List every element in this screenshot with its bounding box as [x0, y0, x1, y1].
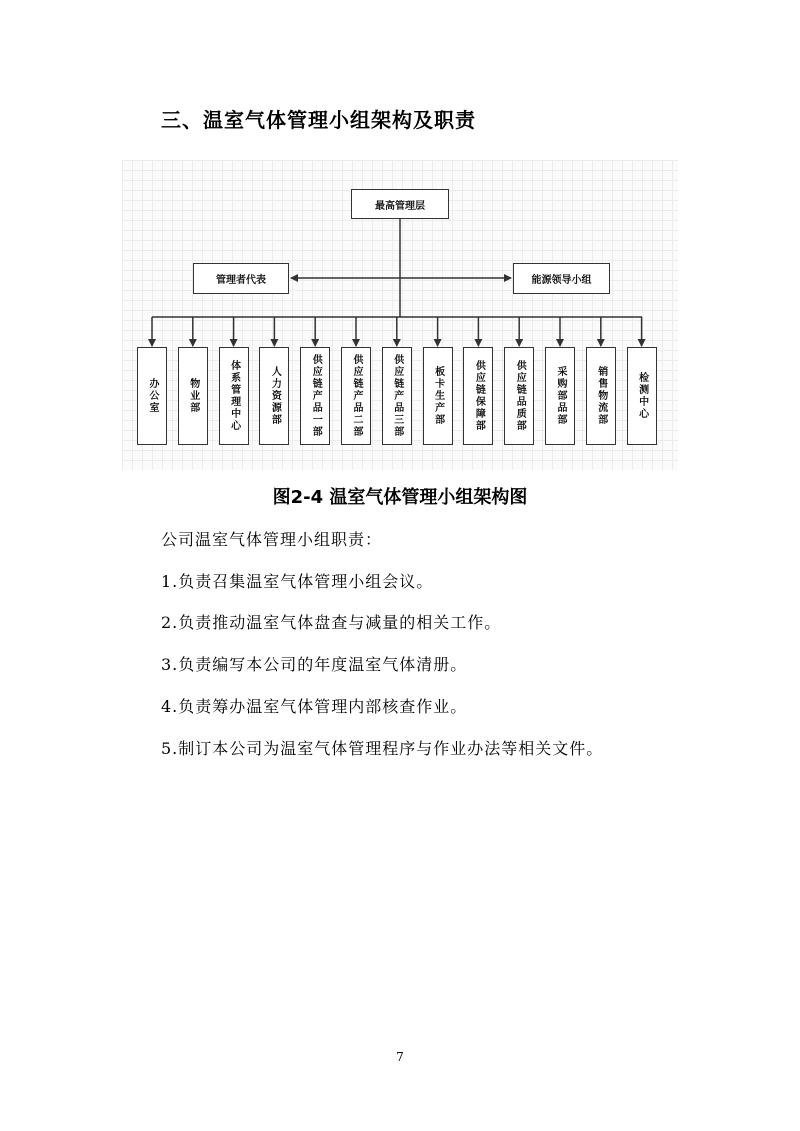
- department-box: 供应链产品一部: [300, 347, 330, 445]
- department-box: 销售物流部: [586, 347, 616, 445]
- department-box: 办公室: [137, 347, 167, 445]
- management-representative-box: 管理者代表: [193, 263, 289, 294]
- department-box: 供应链品质部: [504, 347, 534, 445]
- top-management-box: 最高管理层: [351, 189, 449, 219]
- section-heading: 三、温室气体管理小组架构及职责: [161, 108, 476, 132]
- duty-item-4: 4.负责筹办温室气体管理内部核查作业。: [161, 697, 468, 716]
- department-connectors: [152, 317, 642, 346]
- duty-item-2: 2.负责推动温室气体盘查与减量的相关工作。: [161, 613, 502, 632]
- department-box: 物业部: [178, 347, 208, 445]
- figure-caption: 图2-4 温室气体管理小组架构图: [272, 487, 528, 508]
- department-box: 供应链保障部: [463, 347, 493, 445]
- department-box: 检测中心: [627, 347, 657, 445]
- department-box: 供应链产品二部: [341, 347, 371, 445]
- page-number: 7: [396, 1050, 404, 1064]
- department-box: 供应链产品三部: [382, 347, 412, 445]
- duty-item-3: 3.负责编写本公司的年度温室气体清册。: [161, 655, 468, 674]
- department-box: 采购部品部: [545, 347, 575, 445]
- department-box: 体系管理中心: [219, 347, 249, 445]
- duty-item-5: 5.制订本公司为温室气体管理程序与作业办法等相关文件。: [161, 739, 604, 758]
- duty-item-1: 1.负责召集温室气体管理小组会议。: [161, 572, 434, 591]
- duties-intro: 公司温室气体管理小组职责：: [161, 530, 383, 549]
- org-chart: [122, 160, 678, 470]
- department-box: 板卡生产部: [423, 347, 453, 445]
- energy-leadership-box: 能源领导小组: [513, 263, 610, 294]
- department-box: 人力资源部: [259, 347, 289, 445]
